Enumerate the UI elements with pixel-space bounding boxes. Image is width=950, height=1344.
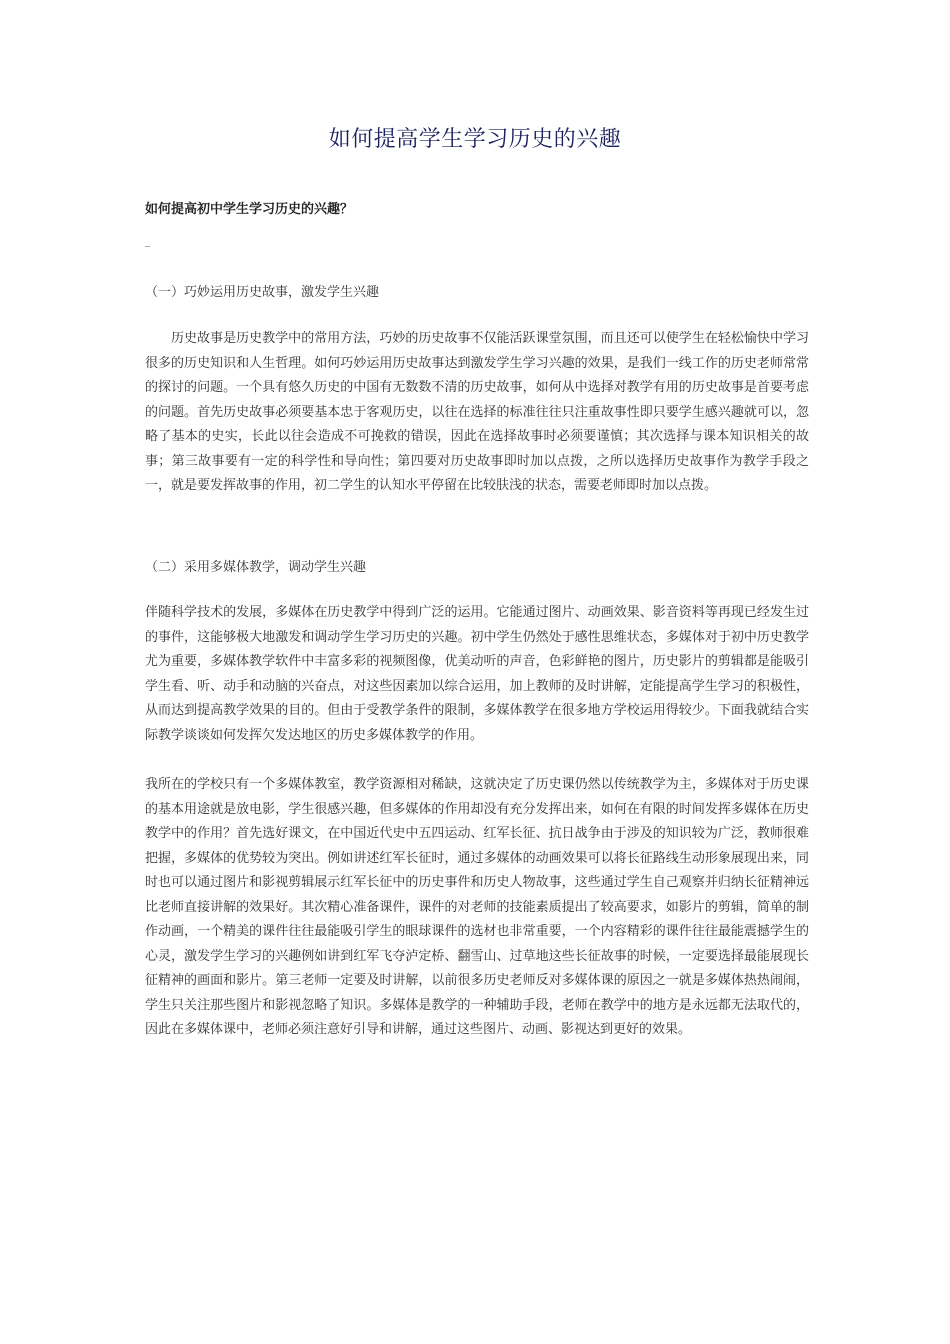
- separator-mark: _: [145, 236, 150, 247]
- section-heading-2: （二）采用多媒体教学，调动学生兴趣: [145, 560, 367, 575]
- section-paragraph-2: 伴随科学技术的发展，多媒体在历史教学中得到广泛的运用。它能通过图片、动画效果、影音资料等再现已经发生过的事件，这能够极大地激发和调动学生学习历史的兴趣。初中学生仍然处于感性思维状态，多媒体对于初中历史教学尤为重要，多媒体教学软件中丰富多彩的视频图像，优美动听的声音，色彩鲜艳的图片，历史影片的剪辑都是能吸引学生看、听、动手和动脑的兴奋点，对这些因素加以综合运用，加上教师的及时讲解，定能提高学生学习的积极性，从而达到提高教学效果的目的。但由于受教学条件的限制，多媒体教学在很多地方学校运用得较少。下面我就结合实际教学谈谈如何发挥欠发达地区的历史多媒体教学的作用。: [145, 605, 809, 743]
- section-paragraph-3: 我所在的学校只有一个多媒体教室，教学资源相对稀缺，这就决定了历史课仍然以传统教学为主，多媒体对于历史课的基本用途就是放电影，学生很感兴趣，但多媒体的作用却没有充分发挥出来，如何在有限的时间发挥多媒体在历史教学中的作用？首先选好课文，在中国近代史中五四运动、红军长征、抗日战争由于涉及的知识较为广泛，教师很难把握，多媒体的优势较为突出。例如讲述红军长征时，通过多媒体的动画效果可以将长征路线生动形象展现出来，同时也可以通过图片和影视剪辑展示红军长征中的历史事件和历史人物故事，这些通过学生自己观察并归纳长征精神远比老师直接讲解的效果好。其次精心准备课件，课件的对老师的技能素质提出了较高要求，如影片的剪辑，简单的制作动画，一个精美的课件往往最能吸引学生的眼球课件的选材也非常重要，一个内容精彩的课件往往最能震撼学生的心灵，激发学生学习的兴趣例如讲到红军飞夺泸定桥、翻雪山、过草地这些长征故事的时候，一定要选择最能展现长征精神的画面和影片。第三老师一定要及时讲解，以前很多历史老师反对多媒体课的原因之一就是多媒体热热闹闹，学生只关注那些图片和影视忽略了知识。多媒体是教学的一种辅助手段，老师在教学中的地方是永远都无法取代的，因此在多媒体课中，老师必须注意好引导和讲解，通过这些图片、动画、影视达到更好的效果。: [145, 777, 809, 1037]
- section-paragraph-1: 历史故事是历史教学中的常用方法，巧妙的历史故事不仅能活跃课堂氛围，而且还可以使学生在轻松愉快中学习很多的历史知识和人生哲理。如何巧妙运用历史故事达到激发学生学习兴趣的效果，是我们一线工作的历史老师常常的探讨的问题。一个具有悠久历史的中国有无数数不清的历史故事，如何从中选择对教学有用的历史故事是首要考虑的问题。首先历史故事必须要基本忠于客观历史，以往在选择的标准往往只注重故事性即只要学生感兴趣就可以，忽略了基本的史实，长此以往会造成不可挽救的错误，因此在选择故事时必须要谨慎；其次选择与课本知识相关的故事；第三故事要有一定的科学性和导向性；第四要对历史故事即时加以点拨，之所以选择历史故事作为教学手段之一，就是要发挥故事的作用，初二学生的认知水平停留在比较肤浅的状态，需要老师即时加以点拨。: [145, 331, 809, 493]
- document-subtitle: 如何提高初中学生学习历史的兴趣？: [145, 202, 354, 217]
- page-title: 如何提高学生学习历史的兴趣: [328, 127, 622, 152]
- section-heading-1: （一）巧妙运用历史故事，激发学生兴趣: [145, 285, 380, 300]
